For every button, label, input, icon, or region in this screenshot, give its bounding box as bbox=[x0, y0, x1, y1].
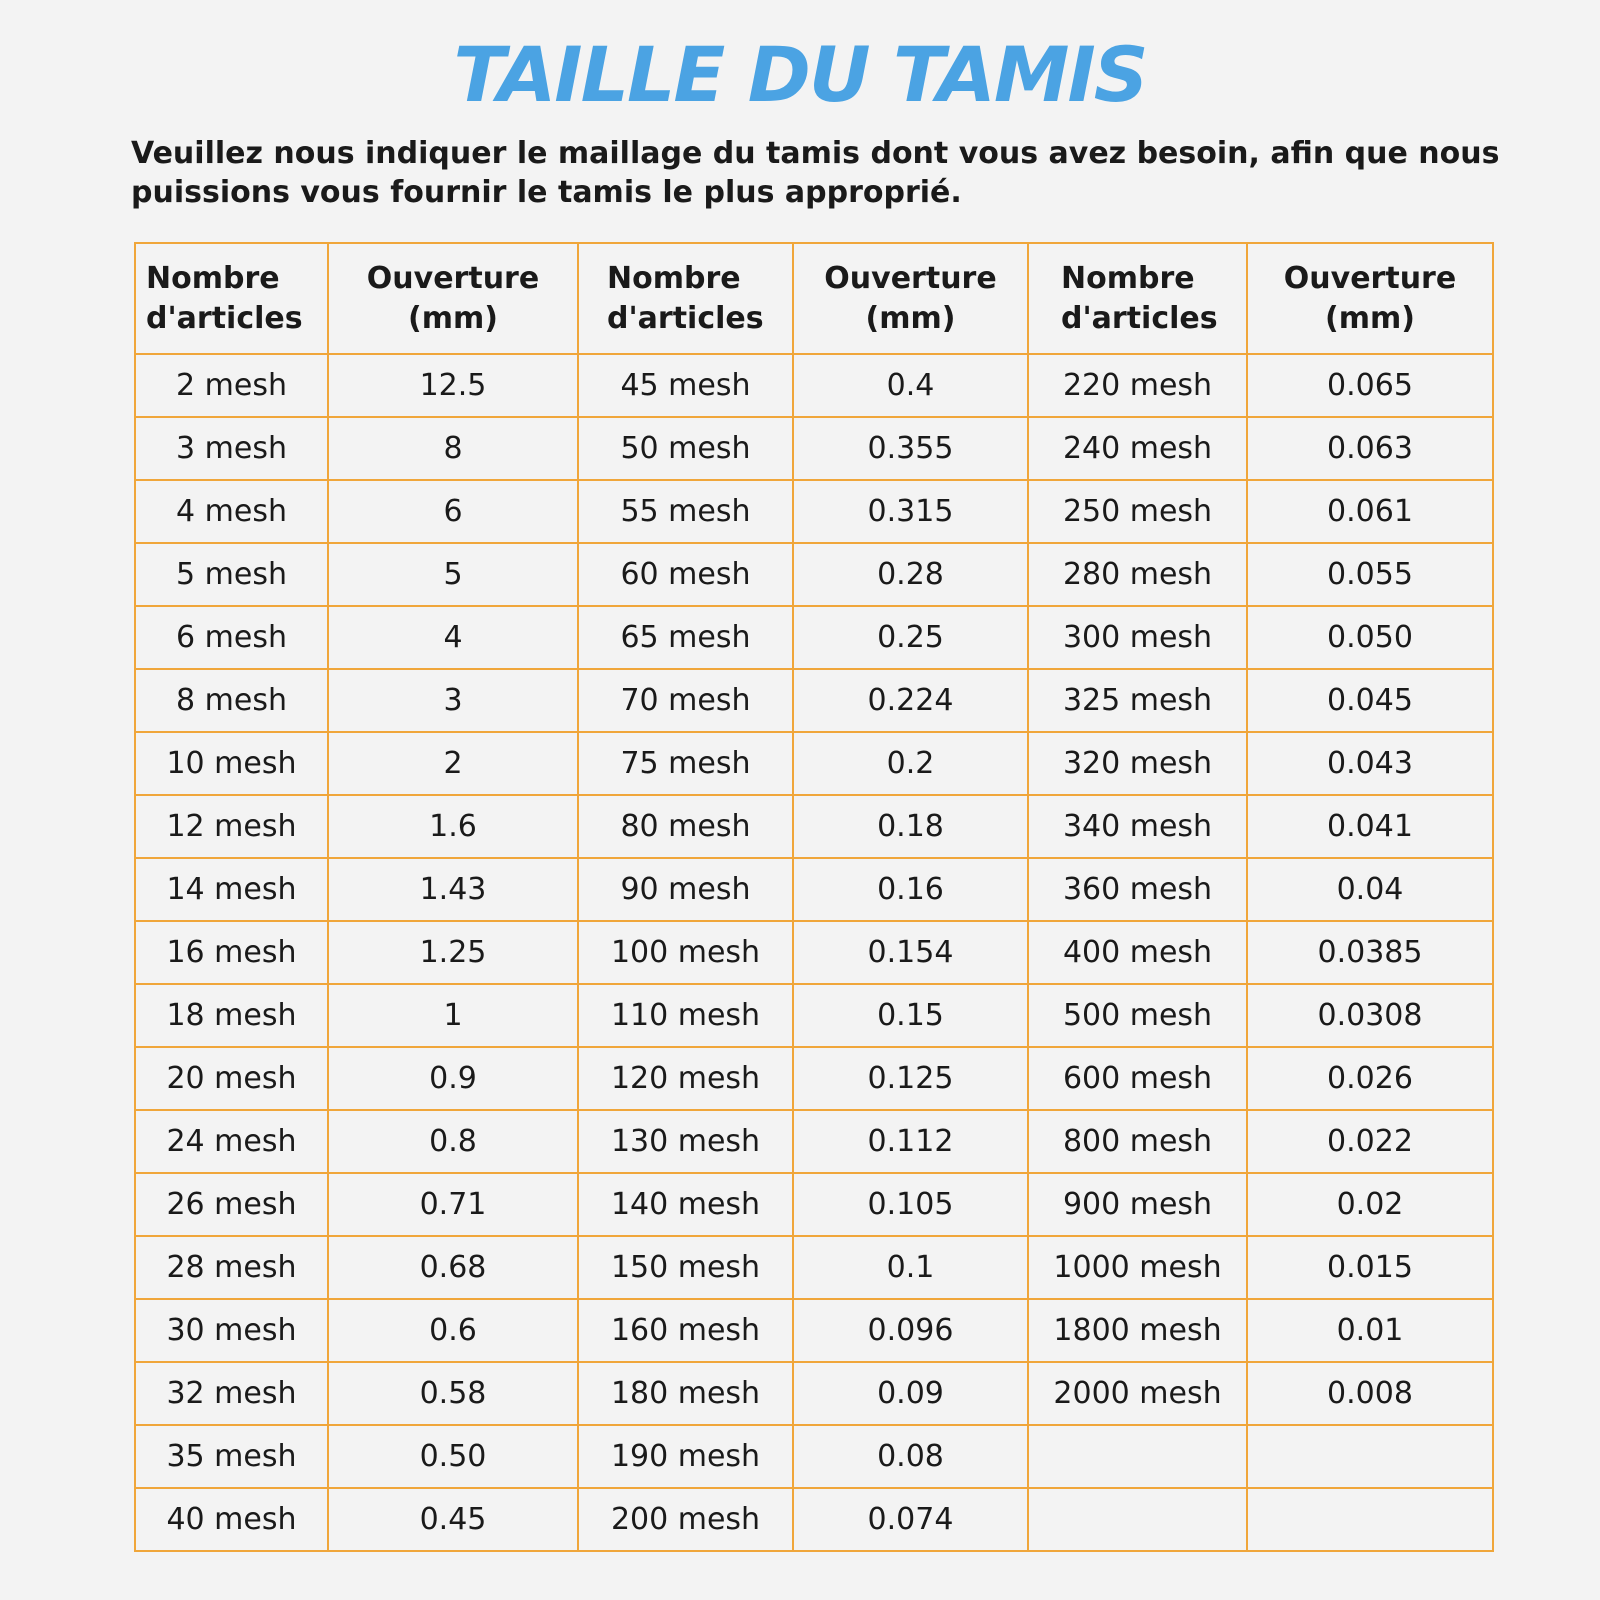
opening-mm-cell: 0.0308 bbox=[1247, 984, 1493, 1047]
opening-mm-cell: 0.105 bbox=[793, 1173, 1028, 1236]
mesh-count-cell: 600 mesh bbox=[1028, 1047, 1247, 1110]
opening-mm-cell: 0.063 bbox=[1247, 417, 1493, 480]
mesh-count-cell: 130 mesh bbox=[578, 1110, 793, 1173]
table-header-row bbox=[135, 243, 1493, 354]
opening-mm-cell: 0.045 bbox=[1247, 669, 1493, 732]
mesh-count-cell: 30 mesh bbox=[135, 1299, 328, 1362]
mesh-count-cell: 60 mesh bbox=[578, 543, 793, 606]
mesh-count-cell: 3 mesh bbox=[135, 417, 328, 480]
opening-mm-cell: 0.8 bbox=[328, 1110, 578, 1173]
opening-mm-cell: 0.096 bbox=[793, 1299, 1028, 1362]
opening-mm-cell: 0.25 bbox=[793, 606, 1028, 669]
opening-mm-cell: 0.4 bbox=[793, 354, 1028, 417]
opening-mm-cell: 0.28 bbox=[793, 543, 1028, 606]
mesh-count-cell: 28 mesh bbox=[135, 1236, 328, 1299]
mesh-count-cell: 2 mesh bbox=[135, 354, 328, 417]
table-row bbox=[135, 354, 1493, 417]
table-row bbox=[135, 1047, 1493, 1110]
opening-mm-cell bbox=[1247, 1488, 1493, 1551]
mesh-count-cell: 320 mesh bbox=[1028, 732, 1247, 795]
opening-mm-cell: 5 bbox=[328, 543, 578, 606]
opening-mm-cell: 0.04 bbox=[1247, 858, 1493, 921]
opening-mm-cell: 12.5 bbox=[328, 354, 578, 417]
opening-mm-cell: 0.112 bbox=[793, 1110, 1028, 1173]
header-line: Nombre bbox=[146, 260, 280, 296]
column-header-count bbox=[578, 243, 793, 354]
opening-mm-cell: 0.041 bbox=[1247, 795, 1493, 858]
mesh-count-cell: 75 mesh bbox=[578, 732, 793, 795]
table-body bbox=[135, 354, 1493, 1551]
opening-mm-cell: 0.2 bbox=[793, 732, 1028, 795]
opening-mm-cell: 0.125 bbox=[793, 1047, 1028, 1110]
column-header-opening bbox=[328, 243, 578, 354]
opening-mm-cell: 0.315 bbox=[793, 480, 1028, 543]
opening-mm-cell: 0.022 bbox=[1247, 1110, 1493, 1173]
opening-mm-cell: 1.43 bbox=[328, 858, 578, 921]
opening-mm-cell: 6 bbox=[328, 480, 578, 543]
mesh-count-cell: 360 mesh bbox=[1028, 858, 1247, 921]
mesh-count-cell: 90 mesh bbox=[578, 858, 793, 921]
mesh-count-cell: 14 mesh bbox=[135, 858, 328, 921]
page-title: TAILLE DU TAMIS bbox=[453, 30, 1147, 119]
table-row bbox=[135, 795, 1493, 858]
opening-mm-cell: 1.6 bbox=[328, 795, 578, 858]
opening-mm-cell: 0.50 bbox=[328, 1425, 578, 1488]
table-row bbox=[135, 921, 1493, 984]
mesh-count-cell: 220 mesh bbox=[1028, 354, 1247, 417]
mesh-count-cell: 400 mesh bbox=[1028, 921, 1247, 984]
table-row bbox=[135, 606, 1493, 669]
opening-mm-cell bbox=[1247, 1425, 1493, 1488]
mesh-count-cell: 65 mesh bbox=[578, 606, 793, 669]
table-row bbox=[135, 984, 1493, 1047]
opening-mm-cell: 0.16 bbox=[793, 858, 1028, 921]
table-row bbox=[135, 1488, 1493, 1551]
mesh-count-cell: 40 mesh bbox=[135, 1488, 328, 1551]
mesh-count-cell bbox=[1028, 1488, 1247, 1551]
mesh-count-cell: 160 mesh bbox=[578, 1299, 793, 1362]
mesh-count-cell: 280 mesh bbox=[1028, 543, 1247, 606]
opening-mm-cell: 0.15 bbox=[793, 984, 1028, 1047]
mesh-count-cell bbox=[1028, 1425, 1247, 1488]
mesh-count-cell: 120 mesh bbox=[578, 1047, 793, 1110]
mesh-count-cell: 32 mesh bbox=[135, 1362, 328, 1425]
opening-mm-cell: 0.055 bbox=[1247, 543, 1493, 606]
header-line: (mm) bbox=[1325, 300, 1415, 336]
opening-mm-cell: 0.68 bbox=[328, 1236, 578, 1299]
mesh-count-cell: 900 mesh bbox=[1028, 1173, 1247, 1236]
mesh-count-cell: 100 mesh bbox=[578, 921, 793, 984]
mesh-count-cell: 140 mesh bbox=[578, 1173, 793, 1236]
table-row bbox=[135, 543, 1493, 606]
header-line: (mm) bbox=[408, 300, 498, 336]
mesh-count-cell: 24 mesh bbox=[135, 1110, 328, 1173]
opening-mm-cell: 4 bbox=[328, 606, 578, 669]
mesh-count-cell: 5 mesh bbox=[135, 543, 328, 606]
table-row bbox=[135, 1110, 1493, 1173]
opening-mm-cell: 0.9 bbox=[328, 1047, 578, 1110]
opening-mm-cell: 0.008 bbox=[1247, 1362, 1493, 1425]
mesh-count-cell: 180 mesh bbox=[578, 1362, 793, 1425]
table-row bbox=[135, 1362, 1493, 1425]
mesh-count-cell: 500 mesh bbox=[1028, 984, 1247, 1047]
table-row bbox=[135, 1299, 1493, 1362]
table-row bbox=[135, 417, 1493, 480]
mesh-count-cell: 80 mesh bbox=[578, 795, 793, 858]
mesh-count-cell: 110 mesh bbox=[578, 984, 793, 1047]
header-line: Nombre bbox=[607, 260, 741, 296]
opening-mm-cell: 0.026 bbox=[1247, 1047, 1493, 1110]
column-header-opening bbox=[793, 243, 1028, 354]
column-header-opening bbox=[1247, 243, 1493, 354]
mesh-count-cell: 240 mesh bbox=[1028, 417, 1247, 480]
mesh-count-cell: 10 mesh bbox=[135, 732, 328, 795]
header-line: (mm) bbox=[865, 300, 956, 336]
opening-mm-cell: 0.18 bbox=[793, 795, 1028, 858]
header-line: Ouverture bbox=[366, 260, 540, 296]
opening-mm-cell: 2 bbox=[328, 732, 578, 795]
header-line: d'articles bbox=[1061, 300, 1218, 336]
opening-mm-cell: 0.074 bbox=[793, 1488, 1028, 1551]
mesh-count-cell: 50 mesh bbox=[578, 417, 793, 480]
opening-mm-cell: 8 bbox=[328, 417, 578, 480]
opening-mm-cell: 3 bbox=[328, 669, 578, 732]
opening-mm-cell: 0.58 bbox=[328, 1362, 578, 1425]
opening-mm-cell: 0.065 bbox=[1247, 354, 1493, 417]
mesh-count-cell: 300 mesh bbox=[1028, 606, 1247, 669]
mesh-count-cell: 45 mesh bbox=[578, 354, 793, 417]
mesh-count-cell: 325 mesh bbox=[1028, 669, 1247, 732]
table-row bbox=[135, 1425, 1493, 1488]
opening-mm-cell: 0.09 bbox=[793, 1362, 1028, 1425]
mesh-count-cell: 200 mesh bbox=[578, 1488, 793, 1551]
opening-mm-cell: 0.1 bbox=[793, 1236, 1028, 1299]
mesh-count-cell: 150 mesh bbox=[578, 1236, 793, 1299]
opening-mm-cell: 0.0385 bbox=[1247, 921, 1493, 984]
instruction-text: Veuillez nous indiquer le maillage du tamis dont vous avez besoin, afin que nous puissions vous fournir le tamis le plus approprié. bbox=[131, 136, 1500, 210]
table-row bbox=[135, 858, 1493, 921]
mesh-count-cell: 800 mesh bbox=[1028, 1110, 1247, 1173]
opening-mm-cell: 0.02 bbox=[1247, 1173, 1493, 1236]
mesh-count-cell: 18 mesh bbox=[135, 984, 328, 1047]
mesh-count-cell: 1800 mesh bbox=[1028, 1299, 1247, 1362]
mesh-count-cell: 250 mesh bbox=[1028, 480, 1247, 543]
header-line: d'articles bbox=[607, 300, 764, 336]
opening-mm-cell: 0.061 bbox=[1247, 480, 1493, 543]
opening-mm-cell: 0.050 bbox=[1247, 606, 1493, 669]
opening-mm-cell: 0.71 bbox=[328, 1173, 578, 1236]
table-row bbox=[135, 732, 1493, 795]
opening-mm-cell: 0.45 bbox=[328, 1488, 578, 1551]
header-line: Nombre bbox=[1061, 260, 1195, 296]
opening-mm-cell: 0.6 bbox=[328, 1299, 578, 1362]
opening-mm-cell: 0.355 bbox=[793, 417, 1028, 480]
mesh-count-cell: 16 mesh bbox=[135, 921, 328, 984]
mesh-count-cell: 20 mesh bbox=[135, 1047, 328, 1110]
mesh-count-cell: 12 mesh bbox=[135, 795, 328, 858]
opening-mm-cell: 1 bbox=[328, 984, 578, 1047]
mesh-count-cell: 70 mesh bbox=[578, 669, 793, 732]
mesh-count-cell: 8 mesh bbox=[135, 669, 328, 732]
mesh-count-cell: 4 mesh bbox=[135, 480, 328, 543]
column-header-count bbox=[1028, 243, 1247, 354]
table-row bbox=[135, 1173, 1493, 1236]
header-line: Ouverture bbox=[1283, 260, 1457, 296]
header-line: d'articles bbox=[146, 300, 303, 336]
opening-mm-cell: 0.08 bbox=[793, 1425, 1028, 1488]
opening-mm-cell: 0.043 bbox=[1247, 732, 1493, 795]
opening-mm-cell: 1.25 bbox=[328, 921, 578, 984]
opening-mm-cell: 0.224 bbox=[793, 669, 1028, 732]
mesh-count-cell: 340 mesh bbox=[1028, 795, 1247, 858]
opening-mm-cell: 0.154 bbox=[793, 921, 1028, 984]
sieve-size-table bbox=[134, 242, 1494, 1552]
table-row bbox=[135, 669, 1493, 732]
opening-mm-cell: 0.015 bbox=[1247, 1236, 1493, 1299]
mesh-count-cell: 26 mesh bbox=[135, 1173, 328, 1236]
header-line: Ouverture bbox=[824, 260, 997, 296]
opening-mm-cell: 0.01 bbox=[1247, 1299, 1493, 1362]
mesh-count-cell: 55 mesh bbox=[578, 480, 793, 543]
mesh-count-cell: 190 mesh bbox=[578, 1425, 793, 1488]
column-header-count bbox=[135, 243, 328, 354]
mesh-count-cell: 6 mesh bbox=[135, 606, 328, 669]
mesh-count-cell: 35 mesh bbox=[135, 1425, 328, 1488]
mesh-count-cell: 1000 mesh bbox=[1028, 1236, 1247, 1299]
table-row bbox=[135, 480, 1493, 543]
table-row bbox=[135, 1236, 1493, 1299]
mesh-count-cell: 2000 mesh bbox=[1028, 1362, 1247, 1425]
